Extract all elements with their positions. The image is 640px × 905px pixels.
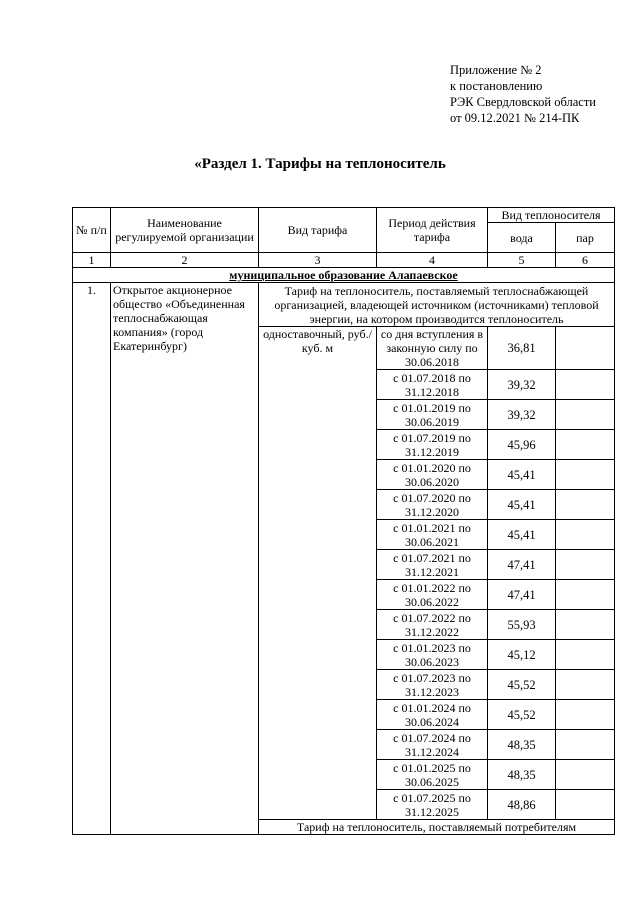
header-water: вода: [488, 223, 556, 253]
period-cell: с 01.01.2022 по 30.06.2022: [377, 580, 488, 610]
header-kind: Вид тарифа: [259, 208, 377, 253]
water-tariff-cell: 39,32: [488, 400, 556, 430]
section-title: «Раздел 1. Тарифы на теплоноситель: [194, 156, 446, 172]
steam-tariff-cell: [556, 430, 615, 460]
header-org: Наименование регулируемой организации: [111, 208, 259, 253]
period-cell: с 01.07.2023 по 31.12.2023: [377, 670, 488, 700]
period-cell: с 01.07.2019 по 31.12.2019: [377, 430, 488, 460]
appendix-line-1: Приложение № 2: [450, 63, 542, 77]
steam-tariff-cell: [556, 610, 615, 640]
col-number-1: 1: [73, 253, 111, 268]
steam-tariff-cell: [556, 640, 615, 670]
row-number: 1.: [73, 283, 111, 835]
water-tariff-cell: 45,96: [488, 430, 556, 460]
period-cell: с 01.07.2024 по 31.12.2024: [377, 730, 488, 760]
period-cell: с 01.01.2024 по 30.06.2024: [377, 700, 488, 730]
steam-tariff-cell: [556, 760, 615, 790]
consumer-tariff-title: Тариф на теплоноситель, поставляемый потребителям: [259, 820, 615, 835]
header-num: № п/п: [73, 208, 111, 253]
water-tariff-cell: 45,12: [488, 640, 556, 670]
steam-tariff-cell: [556, 520, 615, 550]
period-cell: с 01.01.2025 по 30.06.2025: [377, 760, 488, 790]
header-carrier: Вид теплоносителя: [488, 208, 615, 223]
col-number-4: 4: [377, 253, 488, 268]
col-number-6: 6: [556, 253, 615, 268]
water-tariff-cell: 47,41: [488, 550, 556, 580]
steam-tariff-cell: [556, 580, 615, 610]
steam-tariff-cell: [556, 790, 615, 820]
appendix-line-2: к постановлению: [450, 79, 543, 93]
period-cell: с 01.01.2019 по 30.06.2019: [377, 400, 488, 430]
period-cell: с 01.07.2020 по 31.12.2020: [377, 490, 488, 520]
tariff-kind: одноставочный, руб./куб. м: [259, 327, 377, 820]
col-number-5: 5: [488, 253, 556, 268]
organization-name: Открытое акционерное общество «Объединенная теплоснабжающая компания» (город Екатеринбург): [111, 283, 259, 835]
steam-tariff-cell: [556, 670, 615, 700]
water-tariff-cell: 45,41: [488, 460, 556, 490]
tariff-table: [72, 207, 615, 835]
period-cell: с 01.01.2021 по 30.06.2021: [377, 520, 488, 550]
period-cell: с 01.01.2020 по 30.06.2020: [377, 460, 488, 490]
col-number-3: 3: [259, 253, 377, 268]
supplier-tariff-title: Тариф на теплоноситель, поставляемый теплоснабжающей организацией, владеющей источником (источниками) тепловой энергии, на котором производится теплоноситель: [259, 283, 615, 327]
col-number-2: 2: [111, 253, 259, 268]
period-cell: с 01.07.2021 по 31.12.2021: [377, 550, 488, 580]
period-cell: со дня вступления в законную силу по 30.06.2018: [377, 327, 488, 370]
period-cell: с 01.07.2018 по 31.12.2018: [377, 370, 488, 400]
steam-tariff-cell: [556, 490, 615, 520]
water-tariff-cell: 48,35: [488, 760, 556, 790]
water-tariff-cell: 45,41: [488, 520, 556, 550]
appendix-block: [450, 62, 596, 126]
steam-tariff-cell: [556, 460, 615, 490]
period-cell: с 01.01.2023 по 30.06.2023: [377, 640, 488, 670]
steam-tariff-cell: [556, 370, 615, 400]
water-tariff-cell: 45,52: [488, 700, 556, 730]
steam-tariff-cell: [556, 700, 615, 730]
steam-tariff-cell: [556, 327, 615, 370]
period-cell: с 01.07.2022 по 31.12.2022: [377, 610, 488, 640]
water-tariff-cell: 47,41: [488, 580, 556, 610]
water-tariff-cell: 39,32: [488, 370, 556, 400]
steam-tariff-cell: [556, 730, 615, 760]
steam-tariff-cell: [556, 400, 615, 430]
header-period: Период действия тарифа: [377, 208, 488, 253]
municipality-row: муниципальное образование Алапаевское: [73, 268, 615, 283]
water-tariff-cell: 48,86: [488, 790, 556, 820]
water-tariff-cell: 36,81: [488, 327, 556, 370]
water-tariff-cell: 48,35: [488, 730, 556, 760]
appendix-line-3: РЭК Свердловской области: [450, 95, 596, 109]
water-tariff-cell: 55,93: [488, 610, 556, 640]
appendix-line-4: от 09.12.2021 № 214-ПК: [450, 111, 580, 125]
water-tariff-cell: 45,52: [488, 670, 556, 700]
period-cell: с 01.07.2025 по 31.12.2025: [377, 790, 488, 820]
header-steam: пар: [556, 223, 615, 253]
water-tariff-cell: 45,41: [488, 490, 556, 520]
steam-tariff-cell: [556, 550, 615, 580]
